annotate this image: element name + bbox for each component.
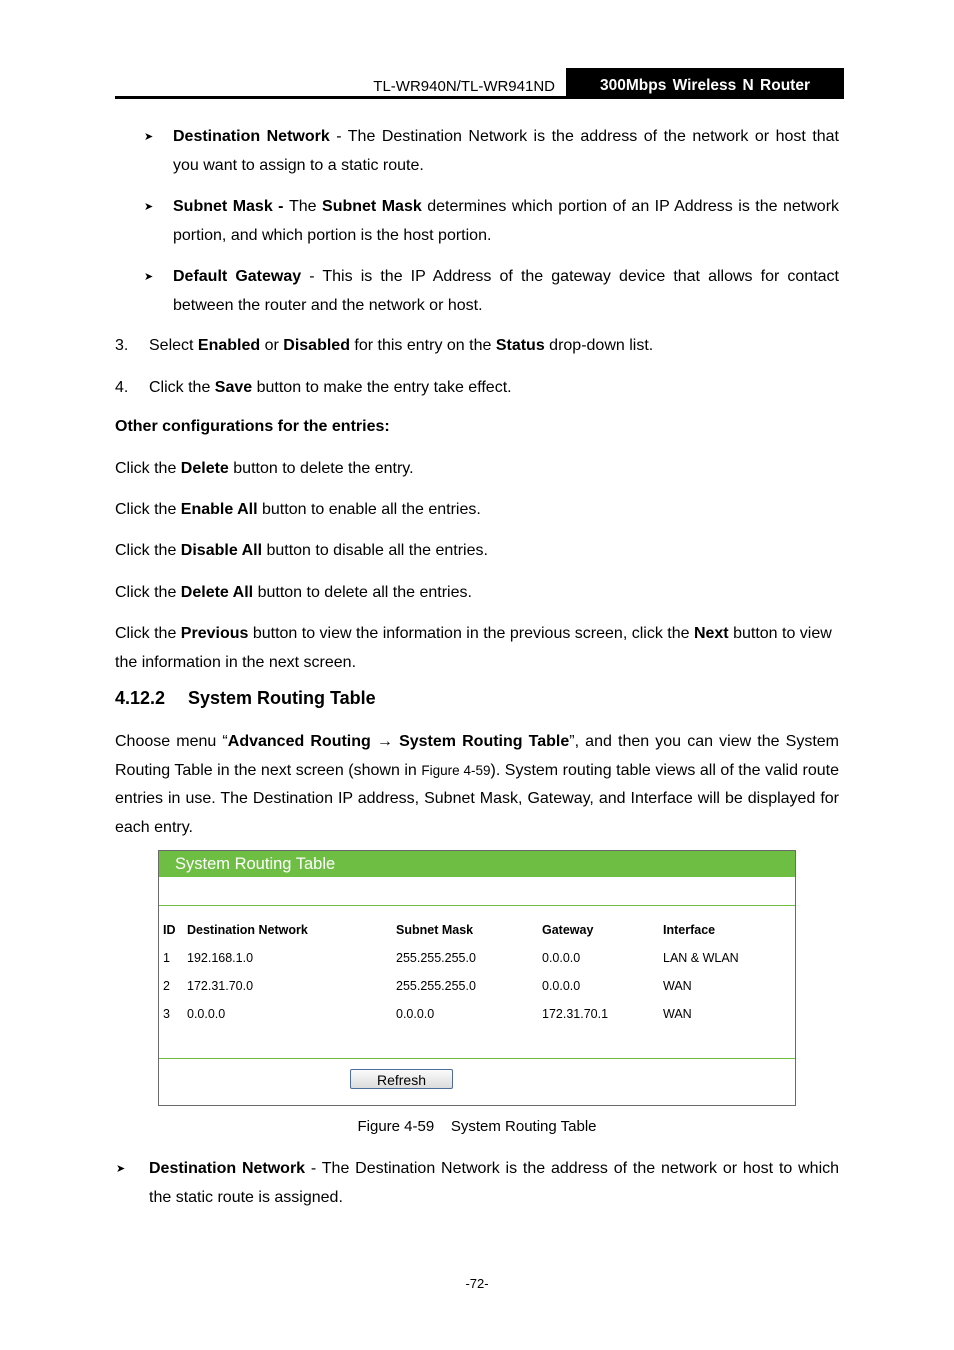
text: Click the <box>115 460 181 477</box>
column-header-subnet: Subnet Mask <box>396 923 474 937</box>
term: Disable All <box>180 542 263 559</box>
step-number: 4. <box>115 379 129 396</box>
system-routing-table-figure <box>158 850 796 1106</box>
text: Click the <box>115 625 181 642</box>
term: Save <box>214 379 253 396</box>
table-cell: 255.255.255.0 <box>396 951 476 965</box>
column-header-destination: Destination Network <box>187 923 308 937</box>
bullet-destination-network <box>173 122 839 180</box>
table-cell: WAN <box>663 1007 692 1021</box>
table-cell: WAN <box>663 979 692 993</box>
divider <box>159 905 795 906</box>
header-model: TL-WR940N/TL-WR941ND <box>373 78 555 95</box>
column-header-interface: Interface <box>663 923 716 937</box>
table-cell: 192.168.1.0 <box>187 951 254 965</box>
text: button to view the information in the previous screen, click the <box>248 625 694 642</box>
term: Delete <box>180 460 229 477</box>
figure-reference: Figure 4-59 <box>421 762 491 778</box>
term: Status <box>495 337 545 354</box>
text: Select <box>149 337 198 354</box>
bullet-arrow-icon: ➤ <box>116 1163 126 1175</box>
bullet-destination-network-2 <box>149 1154 839 1212</box>
click-line <box>115 455 839 484</box>
term: Enabled <box>197 337 261 354</box>
bullet-arrow-icon: ➤ <box>144 131 154 143</box>
text: ”, and then you can view the System Routing Table in the next screen (shown in <box>115 733 840 779</box>
term: Enable All <box>180 501 258 518</box>
text: drop-down list. <box>544 337 654 354</box>
text: Click the <box>115 584 181 601</box>
term: Disabled <box>283 337 350 354</box>
term: Next <box>693 625 729 642</box>
term: Previous <box>180 625 249 642</box>
text: button to view the information in the next screen. <box>115 625 832 671</box>
heading: Other configurations for the entries: <box>115 418 390 435</box>
term: Destination Network <box>173 128 330 145</box>
term: Default Gateway <box>173 268 302 285</box>
click-line <box>115 579 839 608</box>
previous-next-paragraph <box>115 620 839 677</box>
text: ). System routing table views all of the valid route entries in use. The Destination IP address, Subnet Mask, Gateway, and Interface will be displayed for each entry. <box>115 761 839 836</box>
figure-title: System Routing Table <box>159 851 795 877</box>
click-line <box>115 537 839 566</box>
step-number: 3. <box>115 337 129 354</box>
section-heading <box>115 688 376 709</box>
term: Subnet Mask - <box>173 198 289 215</box>
text: Click the <box>115 501 181 518</box>
table-cell: LAN & WLAN <box>663 951 739 965</box>
term: Subnet Mask <box>322 198 422 215</box>
table-cell: 172.31.70.1 <box>542 1007 609 1021</box>
header-rule <box>115 96 844 99</box>
table-cell: 0.0.0.0 <box>542 979 581 993</box>
bullet-arrow-icon: ➤ <box>144 271 154 283</box>
table-cell: 0.0.0.0 <box>396 1007 435 1021</box>
step-text <box>149 379 512 397</box>
text: button to delete the entry. <box>228 460 414 477</box>
text: button to disable all the entries. <box>262 542 488 559</box>
table-cell: 2 <box>163 979 170 993</box>
sep: - <box>305 1160 322 1177</box>
sep: - <box>301 268 323 285</box>
table-cell: 0.0.0.0 <box>187 1007 226 1021</box>
text: determines which portion of an IP Address is the network portion, and which portion is the host portion. <box>173 198 840 244</box>
table-cell: 0.0.0.0 <box>542 951 581 965</box>
text: Choose menu “ <box>115 733 228 750</box>
term: Destination Network <box>149 1160 306 1177</box>
section-title: System Routing Table <box>188 688 376 708</box>
text: Click the <box>115 542 181 559</box>
refresh-button[interactable]: Refresh <box>350 1069 453 1089</box>
bullet-subnet-mask <box>173 192 839 250</box>
table-cell: 3 <box>163 1007 170 1021</box>
figure-caption: Figure 4-59 System Routing Table <box>357 1118 597 1135</box>
step-text <box>149 337 653 355</box>
arrow: → <box>370 733 400 750</box>
term: System Routing Table <box>399 733 570 750</box>
text: button to delete all the entries. <box>253 584 472 601</box>
page-number: -72- <box>465 1276 489 1291</box>
click-line <box>115 496 839 525</box>
term: Delete All <box>180 584 254 601</box>
header-product: 300Mbps Wireless N Router <box>566 68 844 99</box>
text: button to enable all the entries. <box>257 501 481 518</box>
text: Click the <box>149 379 215 396</box>
section-number: 4.12.2 <box>115 688 166 708</box>
other-configurations-heading <box>115 413 839 442</box>
sep: - <box>329 128 348 145</box>
bullet-arrow-icon: ➤ <box>144 201 154 213</box>
text: The <box>288 198 323 215</box>
column-header-gateway: Gateway <box>542 923 594 937</box>
table-cell: 172.31.70.0 <box>187 979 254 993</box>
text: for this entry on the <box>349 337 496 354</box>
table-cell: 1 <box>163 951 170 965</box>
column-header-id: ID <box>163 923 176 937</box>
text: The Destination Network is the address of the network or host to which the static route is assigned. <box>149 1160 840 1206</box>
text: button to make the entry take effect. <box>252 379 512 396</box>
text: The Destination Network is the address of the network or host that you want to assign to a static route. <box>173 128 840 174</box>
text: This is the IP Address of the gateway device that allows for contact between the router and the network or host. <box>173 268 840 314</box>
bullet-default-gateway <box>173 262 839 320</box>
table-cell: 255.255.255.0 <box>396 979 476 993</box>
term: Advanced Routing <box>227 733 371 750</box>
intro-paragraph <box>115 728 839 842</box>
text: or <box>260 337 284 354</box>
divider <box>159 1058 795 1059</box>
